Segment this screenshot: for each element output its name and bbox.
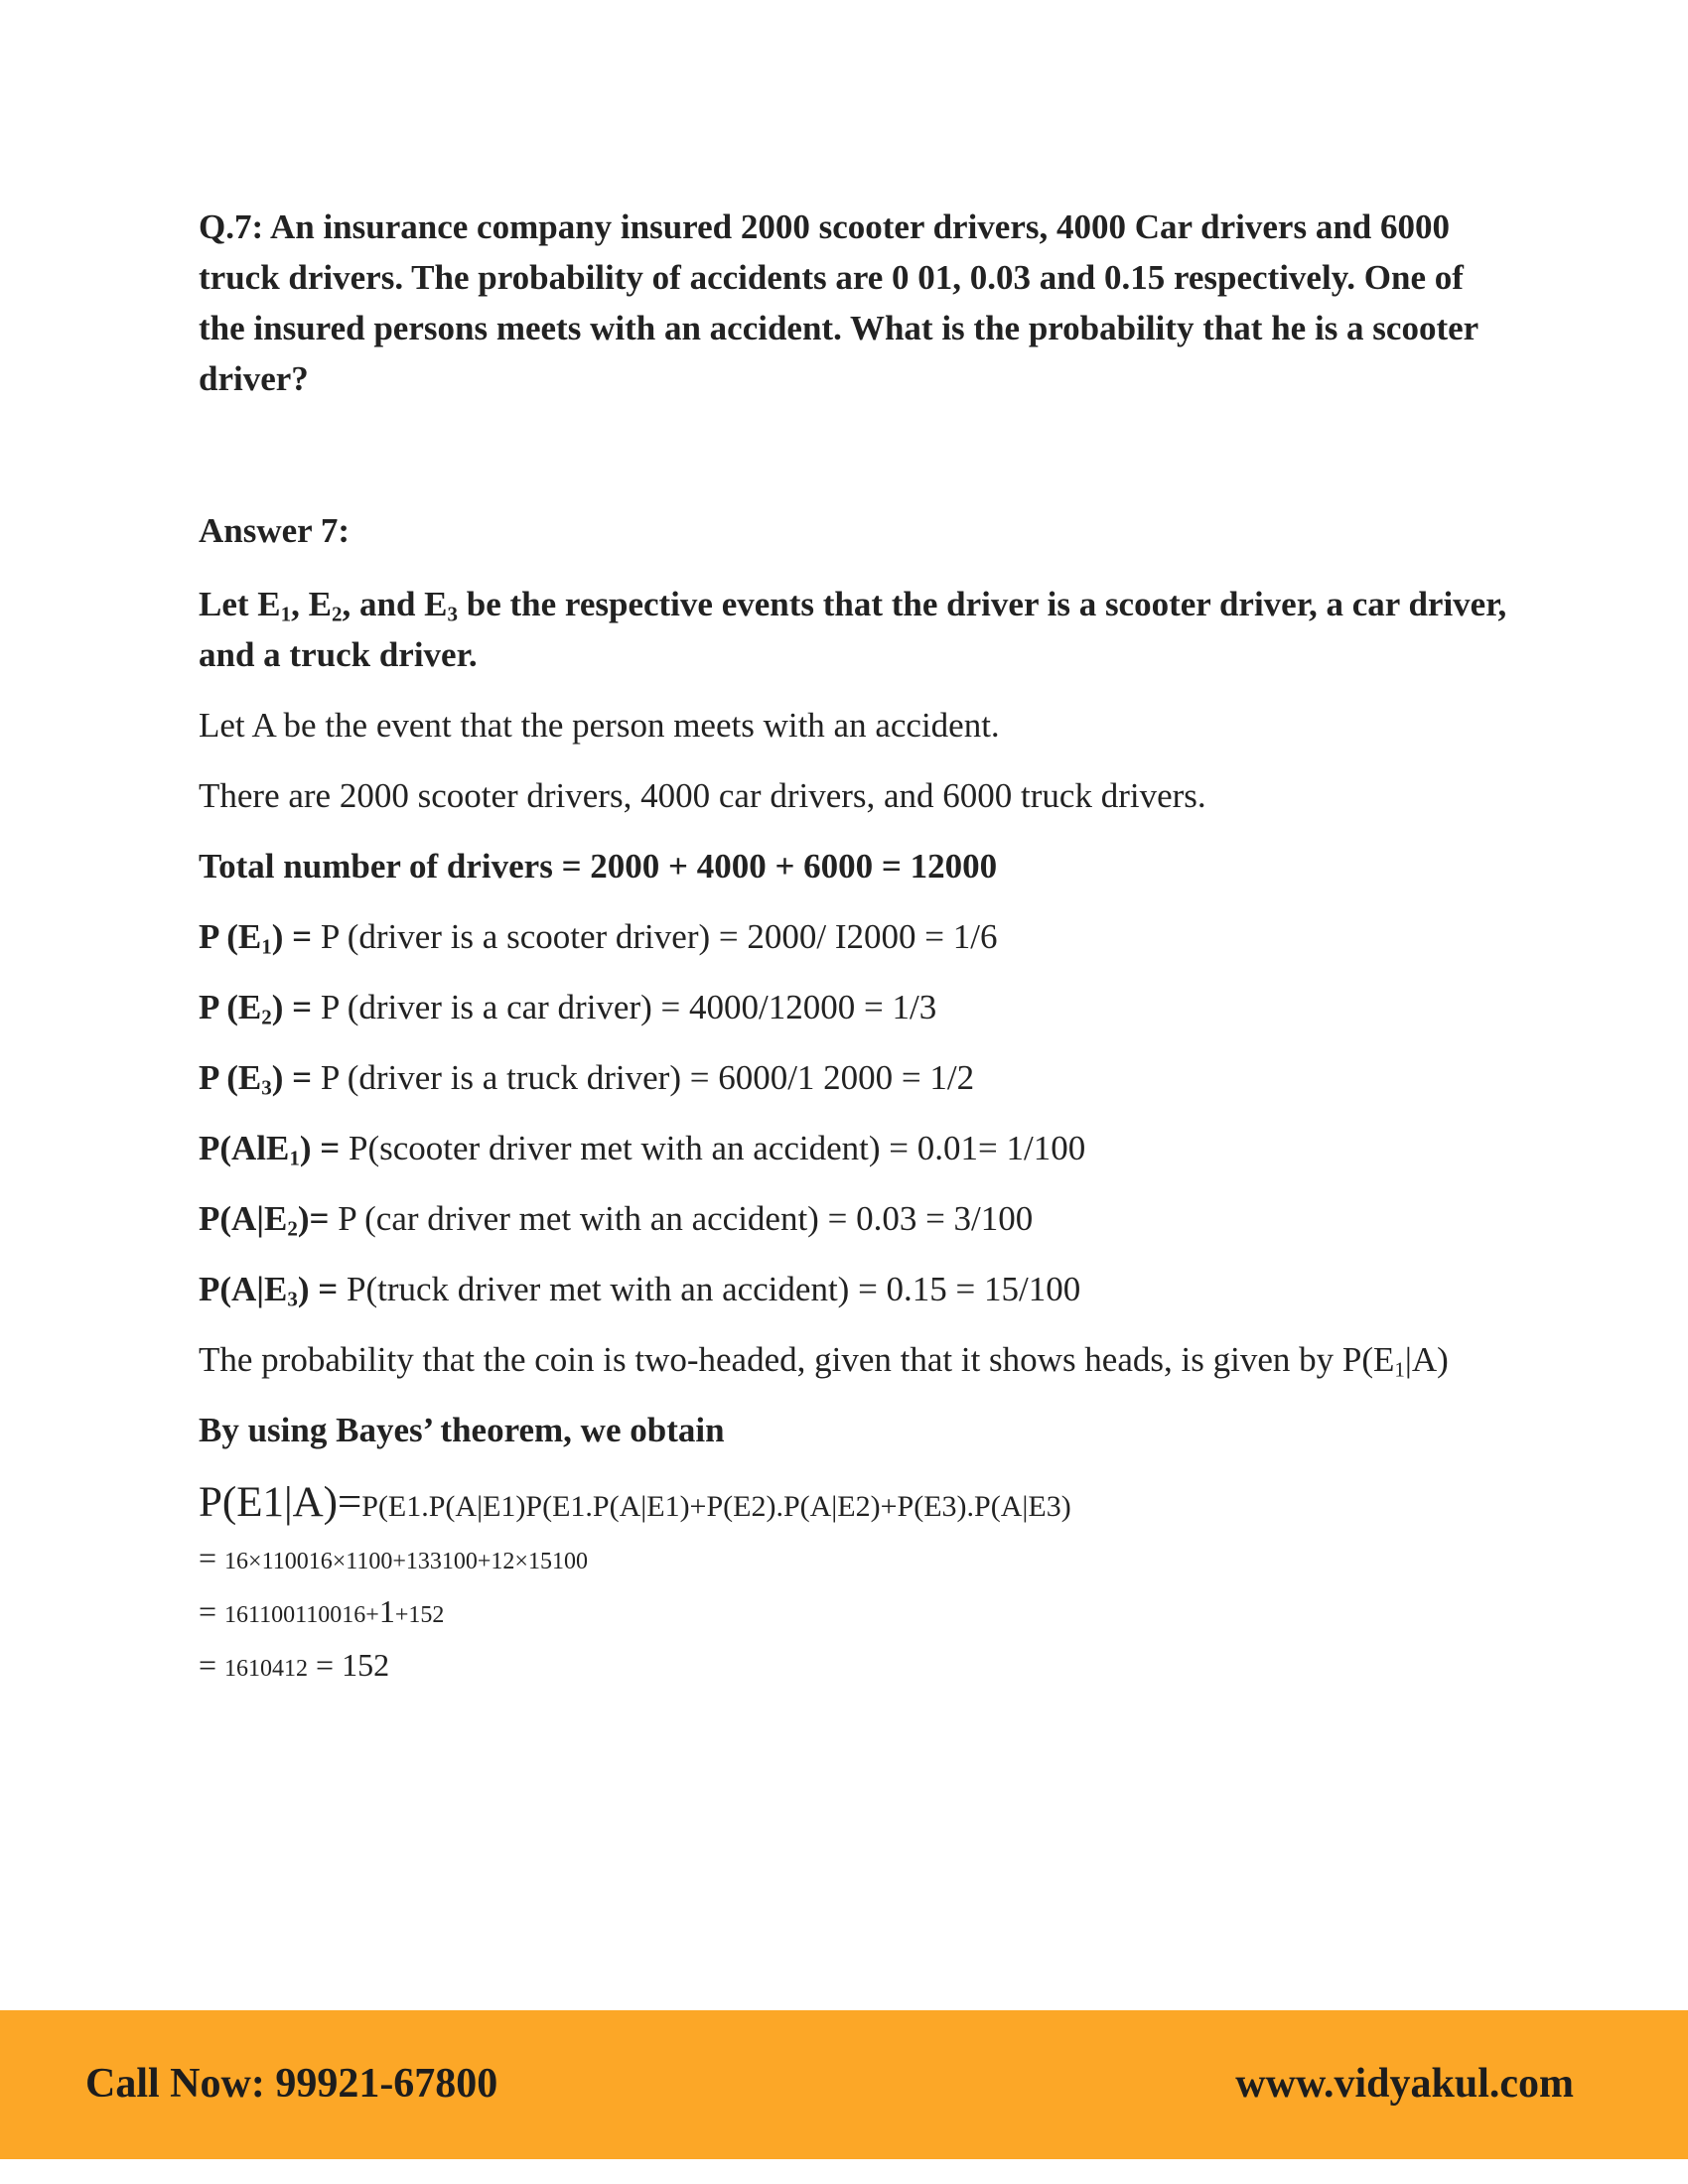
probability-e1: P $(E_1) = P$ (driver is a scooter driver) = 2000/ I2000 = 1/6 — [199, 917, 998, 959]
formula-lhs: P(E1|A)= — [199, 1479, 362, 1526]
answer-title: Answer 7: — [199, 511, 350, 550]
calculation-step-3: = 1610412 = 152 — [199, 1647, 390, 1683]
probability-a-given-e1: P(AlE$_1$) = P(scooter driver met with an accident) = 0.01= 1/100 — [199, 1129, 1086, 1170]
probability-statement: The probability that the coin is two-headed, given that it shows heads, is given by $P(E_1|A)$ — [199, 1340, 1449, 1382]
call-now-text: Call Now: 99921-67800 — [85, 2061, 498, 2107]
event-a-definition: Let A be the event that the person meets with an accident. — [199, 706, 1000, 745]
formula-rhs: P(E1.P(A|E1)P(E1.P(A|E1)+P(E2).P(A|E2)+P(E3).P(A|E3) — [361, 1490, 1071, 1523]
probability-a-given-e2: $P(A|E_2)= P$ (car driver met with an accident) = 0.03 = 3/100 — [199, 1199, 1034, 1241]
calculation-step-2: = 161100110016+1+152 — [199, 1593, 445, 1629]
calculation-step-1: = 16×110016×1100+133100+12×15100 — [199, 1540, 588, 1575]
total-drivers: Total number of drivers = 2000 + 4000 + 6000 = 12000 — [199, 847, 998, 886]
website-link[interactable]: www.vidyakul.com — [1235, 2061, 1574, 2107]
document-body — [199, 202, 1509, 1694]
bayes-formula — [199, 1477, 1509, 1533]
footer-banner — [0, 2010, 1688, 2159]
bayes-heading: By using Bayes’ theorem, we obtain — [199, 1411, 725, 1449]
drivers-count: There are 2000 scooter drivers, 4000 car drivers, and 6000 truck drivers. — [199, 776, 1206, 815]
probability-e3: P $(E_3) = P$ (driver is a truck driver) = 6000/1 2000 = 1/2 — [199, 1058, 975, 1100]
probability-a-given-e3: $P(A|E_3)$ = P(truck driver met with an accident) = 0.15 = 15/100 — [199, 1270, 1081, 1311]
events-intro: Let $E_1$, $E_2$, and $E_3$ be the respective events that the driver is a scooter driver, a car driver, and a truck driver. — [199, 585, 1507, 674]
question-text: Q.7: An insurance company insured 2000 scooter drivers, 4000 Car drivers and 6000 truck drivers. The probability of accidents are 0 01, 0.03 and 0.15 respectively. One of the insured persons meets with an accident. What is the probability that he is a scooter driver? — [199, 207, 1478, 398]
probability-e2: P $(E_2) = P$ (driver is a car driver) = 4000/12000 = 1/3 — [199, 988, 937, 1029]
